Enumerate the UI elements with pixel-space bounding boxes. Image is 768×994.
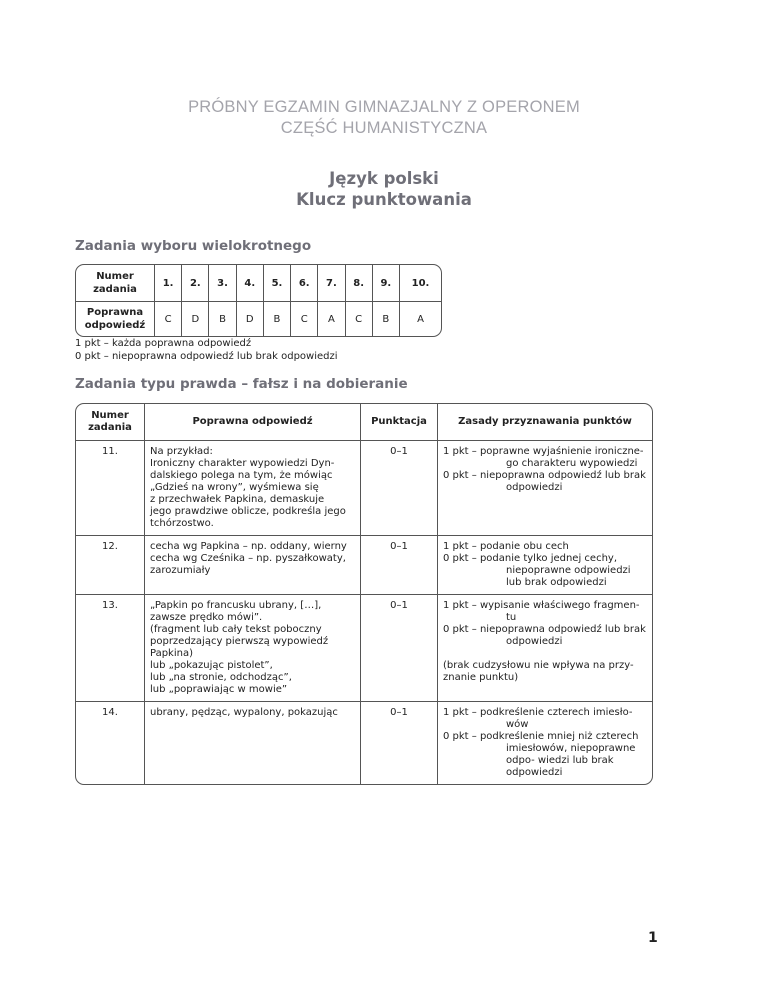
scoring-rules	[438, 441, 652, 536]
answer-key-table	[75, 403, 653, 785]
scoring-rules	[438, 536, 652, 595]
title-key: Klucz punktowania	[296, 190, 472, 209]
answer-cell: C	[346, 302, 373, 336]
row-label-number	[76, 265, 155, 302]
column-header-points: Punktacja	[361, 404, 438, 441]
rule-note: znanie punktu)	[443, 672, 519, 683]
answer-line: jego prawdziwe oblicze, podkreśla jego	[150, 506, 346, 517]
rule-line: 1 pkt – podanie obu cech	[443, 541, 569, 552]
rule-line: 1 pkt – podkreślenie czterech imiesło- wów	[443, 707, 633, 730]
task-number-cell: 5.	[264, 265, 291, 302]
task-number-row	[76, 265, 441, 302]
task-number: 14.	[76, 702, 145, 784]
section1-heading: Zadania wyboru wielokrotnego	[75, 238, 312, 254]
label-line: zadania	[93, 284, 137, 295]
answer-line: Papkina)	[150, 648, 193, 659]
answer-cell: C	[291, 302, 318, 336]
task-number: 12.	[76, 536, 145, 595]
rule-line: 1 pkt – poprawne wyjaśnienie ironiczne- go charakteru wypowiedzi	[443, 446, 644, 469]
header-line: Numer	[91, 410, 129, 421]
scoring-note: 1 pkt – każda poprawna odpowiedź	[75, 338, 252, 349]
task-number-cell: 9.	[373, 265, 400, 302]
points-range: 0–1	[361, 702, 438, 784]
correct-answer	[145, 595, 361, 702]
scoring-rules	[438, 595, 652, 702]
answer-line: (fragment lub cały tekst poboczny	[150, 624, 322, 635]
answer-line: tchórzostwo.	[150, 518, 214, 529]
answer-line: lub „na stronie, odchodząc”,	[150, 672, 292, 683]
page-number: 1	[648, 930, 658, 946]
rule-line: 0 pkt – podkreślenie mniej niż czterech imiesłowów, niepoprawne odpo- wiedzi lub brak odpowiedzi	[443, 731, 639, 778]
answer-cell: A	[417, 313, 424, 325]
answer-cell: D	[237, 302, 264, 336]
task-number-cell: 2.	[182, 265, 209, 302]
correct-answer	[145, 702, 361, 784]
answer-cell: D	[182, 302, 209, 336]
answer-cell: B	[264, 302, 291, 336]
correct-answer	[145, 441, 361, 536]
exam-header-line1: PRÓBNY EGZAMIN GIMNAZJALNY Z OPERONEM	[188, 98, 580, 116]
answer-line: Na przykład:	[150, 446, 213, 457]
answer-line: zarozumiały	[150, 565, 211, 576]
label-line: odpowiedź	[84, 320, 146, 331]
scoring-note: 0 pkt – niepoprawna odpowiedź lub brak odpowiedzi	[75, 351, 338, 362]
task-number-cell: 6.	[291, 265, 318, 302]
task-number-cell: 10.	[400, 265, 441, 302]
multiple-choice-table	[75, 264, 442, 337]
points-range: 0–1	[361, 536, 438, 595]
spacer	[443, 648, 647, 660]
scoring-notes	[75, 337, 338, 363]
answer-line: cecha wg Papkina – np. oddany, wierny	[150, 541, 347, 552]
answer-line: lub „pokazując pistolet”,	[150, 660, 273, 671]
exam-header	[0, 97, 768, 139]
section2-heading: Zadania typu prawda – fałsz i na dobieranie	[75, 376, 408, 392]
answer-line: z przechwałek Papkina, demaskuje	[150, 494, 325, 505]
answer-cell: C	[155, 302, 182, 336]
answer-line: zawsze prędko mówi”.	[150, 612, 263, 623]
answer-cell: B	[373, 302, 400, 336]
table-row	[76, 702, 652, 784]
answer-line: Ironiczny charakter wypowiedzi Dyn-	[150, 458, 335, 469]
scoring-rules	[438, 702, 652, 784]
answer-line: poprzedzający pierwszą wypowiedź	[150, 636, 329, 647]
rule-line: 0 pkt – podanie tylko jednej cechy, niepoprawne odpowiedzi lub brak odpowiedzi	[443, 553, 631, 588]
answer-line: cecha wg Cześnika – np. pyszałkowaty,	[150, 553, 346, 564]
answer-cell: A	[318, 302, 345, 336]
exam-header-line2: CZĘŚĆ HUMANISTYCZNA	[280, 119, 488, 137]
rule-line: 1 pkt – wypisanie właściwego fragmen- tu	[443, 600, 640, 623]
points-range: 0–1	[361, 441, 438, 536]
task-number-cell: 7.	[318, 265, 345, 302]
answer-line: „Gdzieś na wrony”, wyśmiewa się	[150, 482, 319, 493]
points-range: 0–1	[361, 595, 438, 702]
title-subject: Język polski	[329, 169, 439, 188]
task-number: 11.	[76, 441, 145, 536]
rule-line: 0 pkt – niepoprawna odpowiedź lub brak odpowiedzi	[443, 624, 646, 647]
table-row	[76, 536, 652, 595]
row-label-answer	[76, 302, 155, 336]
answer-row	[76, 302, 441, 336]
label-line: Numer	[96, 271, 134, 282]
column-header-answer: Poprawna odpowiedź	[145, 404, 361, 441]
rule-line: 0 pkt – niepoprawna odpowiedź lub brak odpowiedzi	[443, 470, 646, 493]
answer-line: „Papkin po francusku ubrany, […],	[150, 600, 322, 611]
answer-cell: B	[209, 302, 236, 336]
task-number-cell: 8.	[346, 265, 373, 302]
answer-line: dalskiego polega na tym, że mówiąc	[150, 470, 333, 481]
label-line: Poprawna	[86, 307, 144, 318]
answer-line: ubrany, pędząc, wypalony, pokazując	[150, 707, 338, 718]
table-header-row	[76, 404, 652, 441]
column-header-number	[76, 404, 145, 441]
task-number: 13.	[76, 595, 145, 702]
task-number-cell: 1.	[155, 265, 182, 302]
document-title	[0, 168, 768, 210]
task-number-cell: 4.	[237, 265, 264, 302]
table-row	[76, 441, 652, 536]
table-row	[76, 595, 652, 702]
column-header-rules: Zasady przyznawania punktów	[438, 404, 652, 441]
header-line: zadania	[88, 422, 132, 433]
task-number-cell: 3.	[209, 265, 236, 302]
answer-line: lub „poprawiając w mowie”	[150, 684, 288, 695]
correct-answer	[145, 536, 361, 595]
rule-note: (brak cudzysłowu nie wpływa na przy-	[443, 660, 634, 671]
